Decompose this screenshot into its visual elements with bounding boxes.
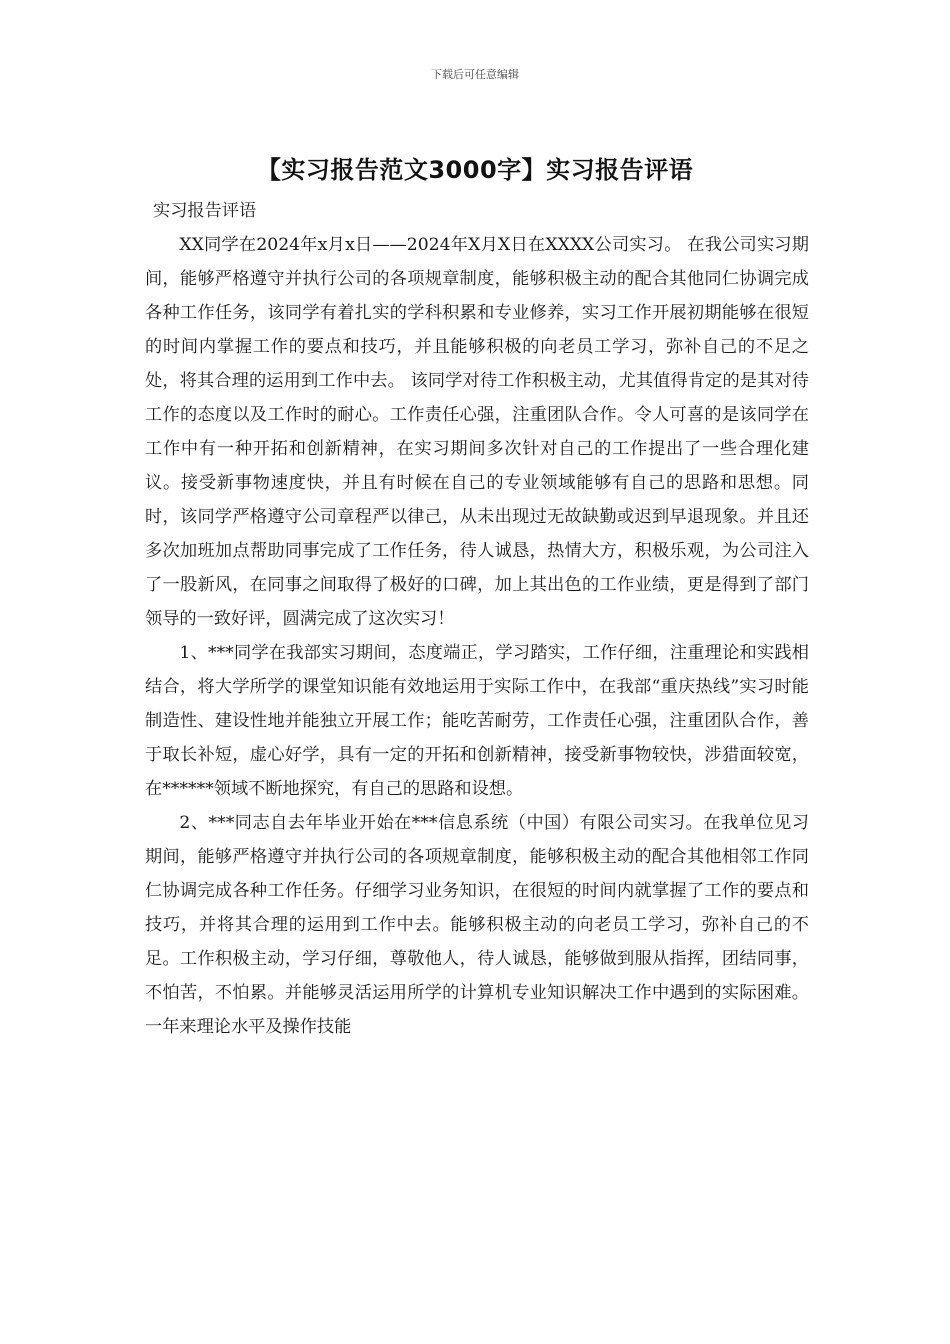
- document-title: 【实习报告范文3000字】实习报告评语: [256, 156, 694, 184]
- header-note: 下载后可任意编辑: [431, 68, 519, 81]
- document-body: [145, 198, 809, 1044]
- paragraph-1: 1、***同学在我部实习期间，态度端正，学习踏实，工作仔细，注重理论和实践相结合，将大学所学的课堂知识能有效地运用于实际工作中，在我部“重庆热线”实习时能制造性、建设性地并能独立开展工作；能吃苦耐劳，工作责任心强，注重团队合作，善于取长补短，虚心好学，具有一定的开拓和创新精神，接受新事物较快，涉猎面较宽，在******领域不断地探究，有自己的思路和设想。: [145, 643, 809, 799]
- document-subtitle: 实习报告评语: [153, 201, 257, 221]
- paragraph-2: 2、***同志自去年毕业开始在***信息系统（中国）有限公司实习。在我单位见习期间，能够严格遵守并执行公司的各项规章制度，能够积极主动的配合其他相邻工作同仁协调完成各种工作任务。仔细学习业务知识，在很短的时间内就掌握了工作的要点和技巧，并将其合理的运用到工作中去。能够积极主动的向老员工学习，弥补自己的不足。工作积极主动，学习仔细，尊敬他人，待人诚恳，能够做到服从指挥，团结同事，不怕苦，不怕累。并能够灵活运用所学的计算机专业知识解决工作中遇到的实际困难。一年来理论水平及操作技能: [145, 813, 809, 1037]
- paragraph-intro: XX同学在2024年x月x日——2024年X月X日在XXXX公司实习。 在我公司实习期间，能够严格遵守并执行公司的各项规章制度，能够积极主动的配合其他同仁协调完成各种工作任务，该同学有着扎实的学科积累和专业修养，实习工作开展初期能够在很短的时间内掌握工作的要点和技巧，并且能够积极的向老员工学习，弥补自己的不足之处，将其合理的运用到工作中去。 该同学对待工作积极主动，尤其值得肯定的是其对待工作的态度以及工作时的耐心。工作责任心强，注重团队合作。令人可喜的是该同学在工作中有一种开拓和创新精神，在实习期间多次针对自己的工作提出了一些合理化建议。接受新事物速度快，并且有时候在自己的专业领域能够有自己的思路和思想。同时，该同学严格遵守公司章程严以律己，从未出现过无故缺勤或迟到早退现象。并且还多次加班加点帮助同事完成了工作任务，待人诚恳，热情大方，积极乐观，为公司注入了一股新风，在同事之间取得了极好的口碑，加上其出色的工作业绩，更是得到了部门领导的一致好评，圆满完成了这次实习！: [145, 235, 809, 629]
